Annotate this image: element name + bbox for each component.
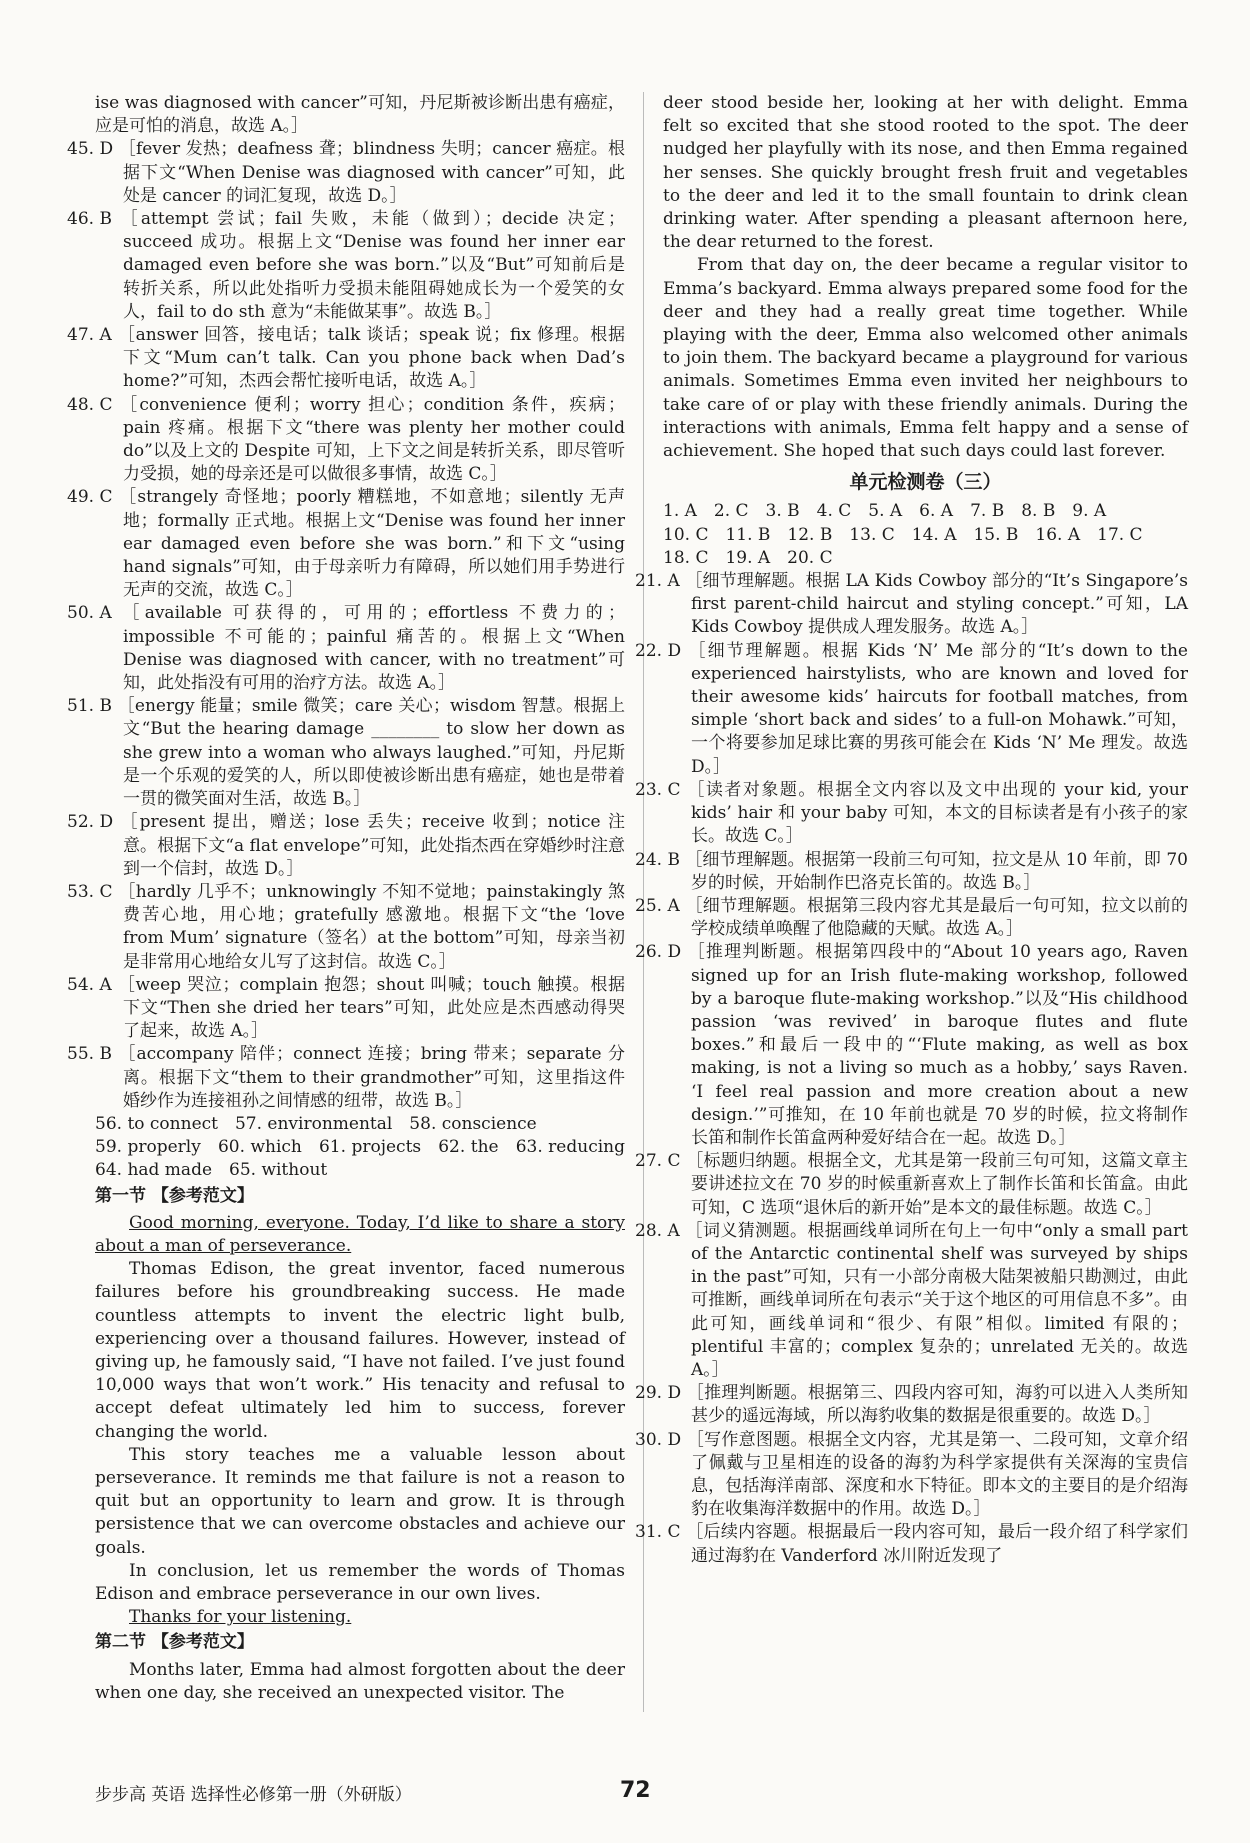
answer-number: 28. A: [635, 1220, 680, 1241]
answer-text: ［energy 能量；smile 微笑；care 关心；wisdom 智慧。根据上文“But the hearing damage ________ to slow her down as she grew into a woman who always laughed.”可知，丹尼斯是一个乐观的爱笑的人，所以即使被诊断出患有癌症，她也是带着一贯的微笑面对生活，故选 B。］: [117, 696, 625, 810]
answer-text: ［词义猜测题。根据画线单词所在句上一句中“only a small part of the Antarctic continental shelf was surveyed by ships in the past”可知，只有一小部分南极大陆架被船只勘测过，由此可推断，画线单词所在句表示“关于这个地区的可用信息不多”。由此可知，画线单词和“很少、有限”相似。limited 有限的；plentiful 丰富的；complex 复杂的；unrelated 无关的。故选 A。］: [685, 1220, 1188, 1380]
section-2-paragraph-1: Months later, Emma had almost forgotten about the deer when one day, she received an unexpected visitor. The: [95, 1659, 625, 1703]
answer-number: 55. B: [67, 1044, 112, 1065]
section-2-title: 【参考范文】: [151, 1632, 254, 1653]
answer-explanation: [635, 849, 1188, 895]
section-2-label: 第二节: [95, 1632, 146, 1653]
answer-number: 51. B: [67, 696, 112, 717]
answer-key-row-1: 1. A 2. C 3. B 4. C 5. A 6. A 7. B 8. B 9. A: [663, 501, 1107, 522]
answer-explanation: [635, 1150, 1189, 1220]
right-column: [635, 92, 1189, 1568]
answer-number: 27. C: [635, 1151, 681, 1172]
answer-text: ［answer 回答，接电话；talk 谈话；speak 说；fix 修理。根据下文“Mum can’t talk. Can you phone back when Dad’s home?”可知，杰西会帮忙接听电话，故选 A。］: [117, 325, 625, 392]
answer-text: ［fever 发热；deafness 聋；blindness 失明；cancer 癌症。根据下文“When Denise was diagnosed with cancer”可知，此处是 cancer 的词汇复现，故选 D。］: [118, 139, 626, 206]
answer-number: 47. A: [67, 325, 112, 346]
answer-number: 31. C: [635, 1522, 681, 1543]
left-answer-list: [67, 138, 626, 1113]
answer-text: ［细节理解题。根据第一段前三句可知，拉文是从 10 年前，即 70 岁的时候，开始制作巴洛克长笛的。故选 B。］: [685, 849, 1188, 893]
answer-number: 24. B: [635, 849, 680, 870]
intro-paragraph: ise was diagnosed with cancer”可知，丹尼斯被诊断出患有癌症，应是可怕的消息，故选 A。］: [95, 93, 625, 137]
answer-number: 25. A: [635, 895, 680, 916]
page-number: 72: [620, 1778, 651, 1803]
section-1-closing: Thanks for your listening.: [129, 1607, 352, 1628]
answer-text: ［accompany 陪伴；connect 连接；bring 带来；separate 分离。根据下文“them to their grandmother”可知，这里指这件婚纱作为连接祖孙之间情感的纽带，故选 B。］: [118, 1044, 625, 1111]
answer-text: ［hardly 几乎不；unknowingly 不知不觉地；painstakingly 煞费苦心地，用心地；gratefully 感激地。根据下文“the ‘love from Mum’ signature（签名）at the bottom”可知，母亲当初是非常用心地给女儿写了这封信。故选 C。］: [118, 881, 625, 972]
answer-text: ［available 可获得的，可用的；effortless 不费力的；impossible 不可能的；painful 痛苦的。根据上文“When Denise was diagnosed with cancer, with no treatment”可知，此处指没有可用的治疗方法。故选 A。］: [122, 603, 625, 694]
continuation-paragraph-1: deer stood beside her, looking at her with delight. Emma felt so excited that she stood rooted to the spot. The deer nudged her playfully with its nose, and then Emma regained her senses. She quickly brought fresh fruit and vegetables to the deer and led it to the small fountain to drink clean drinking water. After spending a pleasant afternoon here, the dear returned to the forest.: [663, 93, 1188, 253]
answer-explanation: [67, 138, 626, 208]
left-column: [67, 92, 642, 1705]
answer-text: ［present 提出，赠送；lose 丢失；receive 收到；notice 注意。根据下文“a flat envelope”可知，此处指杰西在穿婚纱时注意到一个信封，故选 D。］: [120, 812, 626, 879]
answer-number: 52. D: [67, 812, 114, 833]
answer-text: ［strangely 奇怪地；poorly 糟糕地，不如意地；silently 无声地；formally 正式地。根据上文“Denise was found her inner ear damaged even before she was born.”和下文“using hand signals”可知，由于母亲听力有障碍，所以她们用手势进行无声的交流，故选 C。］: [119, 487, 625, 601]
answer-text: ［推理判断题。根据第三、四段内容可知，海豹可以进入人类所知甚少的遥远海域，所以海豹收集的数据是很重要的。故选 D。］: [686, 1383, 1189, 1427]
fill-row-2: 59. properly 60. which 61. projects 62. the 63. reducing 64. had made 65. without: [95, 1137, 642, 1181]
answer-text: ［写作意图题。根据全文内容，尤其是第一、二段可知，文章介绍了佩戴与卫星相连的设备的海豹为科学家提供有关深海的宝贵信息，包括海洋南部、深度和水下特征。即本文的主要目的是介绍海豹在收集海洋数据中的作用。故选 D。］: [686, 1429, 1189, 1520]
answer-explanation: [635, 640, 1188, 779]
fill-row-1: 56. to connect 57. environmental 58. conscience: [95, 1113, 537, 1134]
book-title: 步步高 英语 选择性必修第一册（外研版）: [95, 1785, 412, 1805]
answer-number: 29. D: [635, 1383, 682, 1404]
answer-number: 46. B: [67, 209, 112, 230]
section-1-paragraph-1: Thomas Edison, the great inventor, faced numerous failures before his groundbreaking success. He made countless attempts to invent the electric light bulb, experiencing over a thousand failures. However, instead of giving up, he famously said, “I have not failed. I’ve just found 10,000 ways that won’t work.” His tenacity and refusal to accept defeat ultimately led him to success, forever changing the world.: [95, 1259, 625, 1442]
answer-text: ［细节理解题。根据 LA Kids Cowboy 部分的“It’s Singapore’s first parent-child haircut and styling concept.”可知，LA Kids Cowboy 提供成人理发服务。故选 A。］: [685, 571, 1188, 638]
answer-explanation: [635, 941, 1188, 1150]
answer-text: ［标题归纳题。根据全文，尤其是第一段前三句可知，这篇文章主要讲述拉文在 70 岁的时候重新喜欢上了制作长笛和长笛盒。由此可知，C 选项“退休后的新开始”是本文的最佳标题。故选 C。］: [686, 1151, 1189, 1218]
section-1-opening: Good morning, everyone. Today, I’d like to share a story about a man of perseverance.: [95, 1212, 625, 1256]
answer-text: ［attempt 尝试；fail 失败，未能（做到）；decide 决定；succeed 成功。根据上文“Denise was found her inner ear damaged even before she was born.”以及“But”可知前后是转折关系，所以此处指听力受损未能阻碍她成长为一个爱笑的女人，fail to do sth 意为“未能做某事”。故选 B。］: [120, 209, 625, 322]
answer-explanation: [67, 602, 625, 695]
answer-explanation: [67, 695, 625, 811]
right-answer-list: [635, 570, 1189, 1568]
answer-number: 50. A: [67, 603, 112, 624]
section-2-heading: [95, 1631, 625, 1654]
section-1-paragraph-2: This story teaches me a valuable lesson about perseverance. It reminds me that failure is not a reason to quit but an opportunity to learn and grow. It is through persistence that we can overcome obstacles and achieve our goals.: [95, 1444, 625, 1558]
section-1-label: 第一节: [95, 1185, 146, 1206]
unit-test-title: 单元检测卷（三）: [849, 471, 1002, 494]
continuation-paragraph-2: From that day on, the deer became a regular visitor to Emma’s backyard. Emma always prepared some food for the deer and they had a really great time together. While playing with the deer, Emma also welcomed other animals to join them. The backyard became a playground for various animals. Sometimes Emma even invited her neighbours to take care of or play with these friendly animals. During the interactions with animals, Emma felt happy and a sense of achievement. She hoped that such days could last forever.: [663, 255, 1188, 462]
answer-explanation: [635, 1382, 1189, 1428]
answer-text: ［细节理解题。根据 Kids ‘N’ Me 部分的“It’s down to the experienced hairstylists, who are known and loved for their awesome kids’ haircuts for football matches, from simple ‘short back and sides’ to a full-on Mohawk.”可知，一个将要参加足球比赛的男孩可能会在 Kids ‘N’ Me 理发。故选 D。］: [688, 640, 1188, 777]
answer-explanation: [635, 570, 1188, 640]
answer-explanation: [67, 811, 626, 881]
answer-explanation: [67, 394, 625, 487]
answer-explanation: [635, 1429, 1189, 1522]
answer-explanation: [67, 881, 625, 974]
answer-number: 53. C: [67, 881, 113, 902]
answer-explanation: [635, 1521, 1189, 1567]
answer-number: 26. D: [635, 942, 682, 963]
answer-number: 54. A: [67, 974, 112, 995]
answer-text: ［推理判断题。根据第四段中的“About 10 years ago, Raven signed up for an Irish flute-making workshop, followed by a baroque flute-making workshop.”以及“His childhood passion ‘was revived’ in baroque flutes and flute boxes.”和最后一段中的“‘Flute making, as well as box making, is not a living so much as a hobby,’ says Raven. ‘I feel real passion and more creation about a new design.’”可推知，在 10 年前也就是 70 岁的时候，拉文将制作长笛和制作长笛盒两种爱好结合在一起。故选 D。］: [687, 942, 1188, 1148]
answer-text: ［weep 哭泣；complain 抱怨；shout 叫喊；touch 触摸。根据下文“Then she dried her tears”可知，此处应是杰西感动得哭了起来，故选 A。］: [117, 974, 626, 1042]
answer-number: 21. A: [635, 571, 680, 592]
answer-explanation: [635, 895, 1189, 941]
answer-explanation: [635, 779, 1188, 849]
answer-text: ［后续内容题。根据最后一段内容可知，最后一段介绍了科学家们通过海豹在 Vanderford 冰川附近发现了: [686, 1522, 1189, 1566]
answer-text: ［convenience 便利；worry 担心；condition 条件，疾病；pain 疼痛。根据下文“there was plenty her mother could do”以及上文的 Despite 可知，上下文之间是转折关系，即尽管听力受损，她的母亲还是可以做很多事情，故选 C。］: [120, 394, 625, 485]
answer-explanation: [67, 324, 625, 394]
answer-explanation: [67, 208, 625, 324]
answer-explanation: [67, 486, 625, 602]
answer-text: ［细节理解题。根据第三段内容尤其是最后一句可知，拉文以前的学校成绩单唤醒了他隐藏的天赋。故选 A。］: [685, 895, 1189, 940]
answer-number: 30. D: [635, 1429, 682, 1450]
answer-number: 49. C: [67, 487, 113, 508]
answer-key-row-2: 10. C 11. B 12. B 13. C 14. A 15. B 16. A 17. C: [663, 524, 1143, 545]
answer-number: 45. D: [67, 139, 114, 160]
answer-number: 22. D: [635, 640, 682, 661]
answer-number: 48. C: [67, 394, 113, 415]
answer-explanation: [67, 974, 626, 1044]
section-1-paragraph-3: In conclusion, let us remember the words of Thomas Edison and embrace perseverance in our own lives.: [95, 1560, 625, 1604]
answer-key-row-3: 18. C 19. A 20. C: [663, 547, 833, 568]
section-1-heading: [95, 1185, 625, 1208]
answer-explanation: [67, 1043, 625, 1113]
section-1-title: 【参考范文】: [151, 1185, 254, 1206]
answer-explanation: [635, 1220, 1188, 1382]
answer-number: 23. C: [635, 779, 681, 800]
answer-text: ［读者对象题。根据全文内容以及文中出现的 your kid, your kids’ hair 和 your baby 可知，本文的目标读者是有小孩子的家长。故选 C。］: [687, 779, 1188, 847]
